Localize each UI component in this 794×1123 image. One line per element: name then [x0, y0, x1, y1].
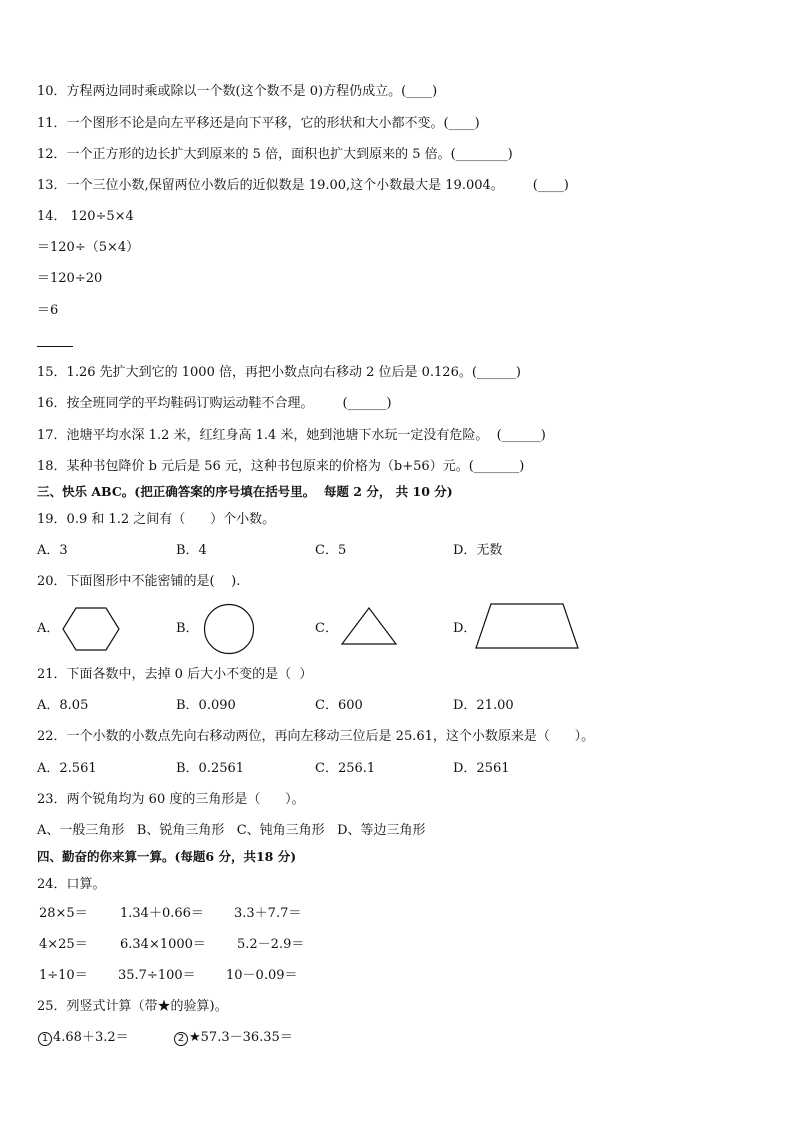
q21-option-b: B．0.090 [176, 698, 236, 713]
question-14: 14． 120÷5×4 [37, 209, 134, 224]
q20-option-d: D． [453, 621, 477, 636]
question-14-step-3: ＝6 [37, 303, 59, 318]
q19-option-b: B．4 [176, 543, 207, 558]
question-25: 25．列竖式计算（带★的验算)。 [37, 999, 228, 1014]
section-4-title: 四、勤奋的你来算一算。(每题6 分，共18 分) [37, 849, 297, 864]
mental-calc-2-3: 5.2－2.9＝ [237, 937, 305, 952]
q22-option-b: B．0.2561 [176, 761, 245, 776]
question-20: 20．下面图形中不能密铺的是( ). [37, 574, 241, 589]
q19-option-c: C．5 [315, 543, 347, 558]
q22-option-d: D．2561 [453, 761, 510, 776]
q19-option-a: A．3 [37, 543, 68, 558]
circled-number-2: 2 [174, 1032, 188, 1046]
q21-option-a: A．8.05 [37, 698, 89, 713]
question-21: 21．下面各数中，去掉 0 后大小不变的是（ ） [37, 667, 313, 682]
question-12: 12．一个正方形的边长扩大到原来的 5 倍，面积也扩大到原来的 5 倍。(________) [37, 147, 513, 162]
question-11: 11．一个图形不论是向左平移还是向下平移，它的形状和大小都不变。(____) [37, 116, 480, 131]
mental-calc-3-3: 10－0.09＝ [226, 968, 298, 983]
question-17: 17．池塘平均水深 1.2 米，红红身高 1.4 米，她到池塘下水玩一定没有危险。 (______) [37, 428, 546, 443]
trapezoid-shape [474, 601, 580, 651]
question-22: 22．一个小数的小数点先向右移动两位，再向左移动三位后是 25.61，这个小数原来是（ ）。 [37, 729, 595, 744]
question-24: 24．口算。 [37, 877, 106, 892]
vertical-calc-1-expr: 4.68＋3.2＝ [53, 1030, 129, 1045]
mental-calc-1-1: 28×5＝ [39, 906, 88, 921]
vertical-calc-2-expr: ★57.3－36.35＝ [189, 1030, 293, 1045]
circle-shape [203, 603, 255, 655]
q22-option-c: C．256.1 [315, 761, 376, 776]
question-14-step-1: ＝120÷（5×4） [37, 240, 140, 255]
triangle-shape [340, 606, 398, 646]
circled-number-1: 1 [38, 1032, 52, 1046]
q22-option-a: A．2.561 [37, 761, 97, 776]
q23-options: A、一般三角形 B、锐角三角形 C、钝角三角形 D、等边三角形 [37, 823, 426, 838]
question-10: 10．方程两边同时乘或除以一个数(这个数不是 0)方程仍成立。(____) [37, 84, 438, 99]
hexagon-shape [61, 606, 121, 652]
question-14-step-2: ＝120÷20 [37, 271, 103, 286]
q21-option-d: D．21.00 [453, 698, 514, 713]
q20-option-a: A． [37, 621, 60, 636]
question-19: 19．0.9 和 1.2 之间有（ ）个小数。 [37, 512, 276, 527]
question-16: 16．按全班同学的平均鞋码订购运动鞋不合理。 (______) [37, 396, 392, 411]
q20-option-c: C． [315, 621, 338, 636]
question-23: 23．两个锐角均为 60 度的三角形是（ ）。 [37, 792, 305, 807]
mental-calc-2-2: 6.34×1000＝ [120, 937, 206, 952]
vertical-calc-2 [174, 1030, 293, 1046]
question-13: 13．一个三位小数,保留两位小数后的近似数是 19.00,这个小数最大是 19.004。 (____) [37, 178, 569, 193]
mental-calc-1-2: 1.34＋0.66＝ [120, 906, 204, 921]
mental-calc-2-1: 4×25＝ [39, 937, 88, 952]
q20-option-b: B． [176, 621, 199, 636]
answer-blank-line [37, 346, 73, 347]
q21-option-c: C．600 [315, 698, 363, 713]
q19-option-d: D．无数 [453, 543, 503, 558]
question-18: 18．某种书包降价 b 元后是 56 元，这种书包原来的价格为（b+56）元。(_______) [37, 459, 525, 474]
section-3-title: 三、快乐 ABC。(把正确答案的序号填在括号里。 每题 2 分， 共 10 分) [37, 484, 453, 499]
question-15: 15．1.26 先扩大到它的 1000 倍，再把小数点向右移动 2 位后是 0.126。(______) [37, 365, 521, 380]
mental-calc-3-1: 1÷10＝ [39, 968, 88, 983]
mental-calc-1-3: 3.3＋7.7＝ [234, 906, 302, 921]
mental-calc-3-2: 35.7÷100＝ [118, 968, 196, 983]
vertical-calc-1 [38, 1030, 129, 1046]
